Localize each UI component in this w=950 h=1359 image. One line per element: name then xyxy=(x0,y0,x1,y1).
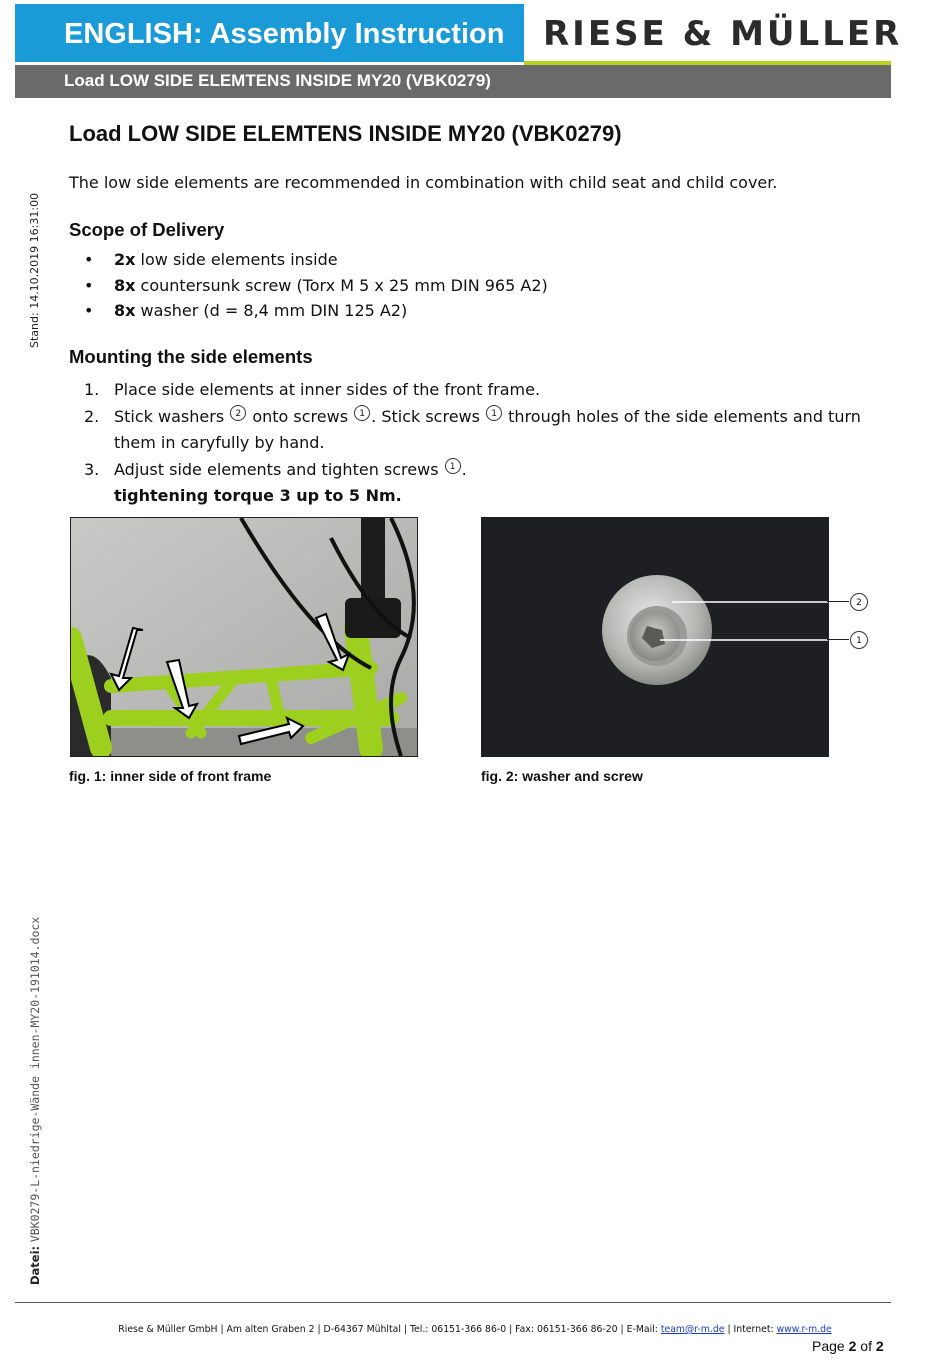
scope-heading: Scope of Delivery xyxy=(69,219,225,240)
part-ref-washer: 2 xyxy=(230,405,246,421)
scope-text: washer (d = 8,4 mm DIN 125 A2) xyxy=(140,301,408,320)
footer-website-link[interactable]: www.r-m.de xyxy=(776,1324,832,1335)
callout-line xyxy=(827,639,849,640)
brand-logo-text: RIESE & MÜLLER xyxy=(543,14,903,54)
page-prefix: Page xyxy=(812,1338,845,1354)
mounting-heading: Mounting the side elements xyxy=(69,346,313,367)
part-ref-screw: 1 xyxy=(445,458,461,474)
page-of: of xyxy=(860,1338,872,1354)
part-ref-screw: 1 xyxy=(354,405,370,421)
part-ref-screw: 1 xyxy=(486,405,502,421)
stand-date-text: Stand: 14.10.2019 16:31:00 xyxy=(28,192,41,348)
intro-text: The low side elements are recommended in combination with child seat and child cover. xyxy=(69,173,778,192)
figure-2-photo xyxy=(481,517,829,757)
header-subtitle-bar xyxy=(15,65,891,98)
step-text: through holes of the side elements and turn them in caryfully by hand. xyxy=(114,407,861,452)
mounting-step-3 xyxy=(84,457,884,509)
file-name xyxy=(28,917,42,1285)
step-text: Stick washers xyxy=(114,407,225,426)
figure-2-caption: fig. 2: washer and screw xyxy=(481,768,643,784)
page-total: 2 xyxy=(875,1338,884,1354)
brand-logo xyxy=(543,14,903,54)
washer-screw-illustration xyxy=(482,518,828,756)
callout-washer: 2 xyxy=(850,593,868,611)
page-number xyxy=(812,1338,884,1354)
header-subtitle: Load LOW SIDE ELEMTENS INSIDE MY20 (VBK0279) xyxy=(64,71,491,90)
scope-text: countersunk screw (Torx M 5 x 25 mm DIN 965 A2) xyxy=(140,275,548,295)
figure-1-photo xyxy=(70,517,418,757)
scope-qty: 8x xyxy=(114,275,136,295)
mounting-step-1 xyxy=(84,377,884,403)
scope-list xyxy=(84,250,548,327)
scope-qty: 8x xyxy=(114,301,136,320)
footer-internet-label: | Internet: xyxy=(727,1324,774,1335)
mounting-steps xyxy=(84,377,884,510)
footer-divider xyxy=(15,1302,891,1303)
footer-company: Riese & Müller GmbH | Am alten Graben 2 | D-64367 Mühltal | Tel.: 06151-366 86-0 | Fax: 06151-366 86-20 | E-Mail: xyxy=(118,1324,658,1335)
step-text: Adjust side elements and tighten screws xyxy=(114,460,439,479)
step-text: onto screws xyxy=(252,407,349,426)
figure-1-caption: fig. 1: inner side of front frame xyxy=(69,768,272,784)
file-name-text: VBK0279-L-niedrige-Wände innen-MY20-191014.docx xyxy=(28,916,42,1243)
mounting-step-2 xyxy=(84,404,884,456)
footer-company-info xyxy=(0,1324,950,1335)
scope-text: low side elements inside xyxy=(140,250,338,269)
scope-qty: 2x xyxy=(114,250,136,269)
step-number: 1. xyxy=(84,380,100,399)
scope-item xyxy=(84,301,548,327)
torque-note: tightening torque 3 up to 5 Nm. xyxy=(114,486,402,505)
header-title: ENGLISH: Assembly Instruction xyxy=(64,18,505,50)
callout-line xyxy=(827,601,849,602)
step-text: . Stick screws xyxy=(371,407,480,426)
callout-screw: 1 xyxy=(850,631,868,649)
step-text: . xyxy=(461,460,467,479)
stand-date xyxy=(28,193,41,348)
page-current: 2 xyxy=(848,1338,857,1354)
scope-item xyxy=(84,250,548,276)
bullet-icon: • xyxy=(84,250,94,269)
document-title: Load LOW SIDE ELEMTENS INSIDE MY20 (VBK0279) xyxy=(69,121,622,146)
step-number: 3. xyxy=(84,460,100,479)
header-title-banner xyxy=(15,4,524,62)
bullet-icon: • xyxy=(84,275,94,295)
front-frame-illustration xyxy=(71,518,417,756)
step-number: 2. xyxy=(84,407,100,426)
bullet-icon: • xyxy=(84,301,94,320)
file-label: Datei: xyxy=(28,1245,42,1285)
footer-email-link[interactable]: team@r-m.de xyxy=(660,1324,725,1335)
step-text: Place side elements at inner sides of the front frame. xyxy=(114,380,541,399)
scope-item xyxy=(84,276,548,302)
